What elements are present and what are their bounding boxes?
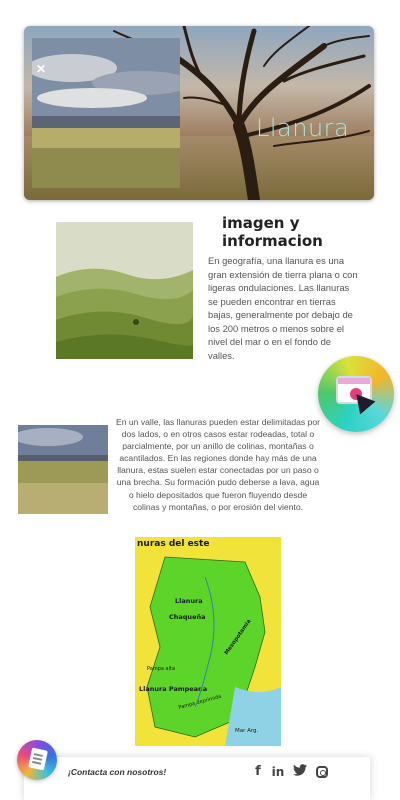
svg-text:Pampa alta: Pampa alta bbox=[147, 666, 176, 672]
info-paragraph: En geografía, una llanura es una gran extensión de tierra plana o con ligeras ondulaciones. Las llanuras se pueden encontrar en tierras bajas, generalmente por debajo de los 200 metros o menos sobre el nivel del mar o en el fondo de valles. bbox=[208, 255, 358, 361]
svg-text:Llanura: Llanura bbox=[175, 597, 203, 605]
info-heading: imagen y informacion bbox=[222, 214, 323, 250]
twitter-icon[interactable] bbox=[292, 764, 308, 780]
instagram-icon[interactable] bbox=[314, 764, 330, 780]
page-title: Llanura bbox=[256, 114, 350, 142]
facebook-icon[interactable]: f bbox=[255, 764, 261, 779]
svg-text:Mar Arg.: Mar Arg. bbox=[235, 728, 259, 734]
map-header: nuras del este bbox=[137, 539, 210, 549]
hero-banner bbox=[24, 26, 374, 200]
plains-map-image bbox=[135, 537, 281, 746]
grassland-image bbox=[18, 425, 108, 514]
contact-link[interactable]: ¡Contacta con nosotros! bbox=[68, 767, 167, 777]
hills-image bbox=[56, 222, 193, 359]
svg-text:Mesopotamia: Mesopotamia bbox=[223, 618, 253, 657]
linkedin-icon[interactable]: in bbox=[271, 765, 285, 779]
notes-button[interactable] bbox=[17, 740, 57, 780]
note-icon bbox=[28, 748, 48, 771]
close-icon[interactable]: ✕ bbox=[36, 62, 47, 76]
valle-paragraph: En un valle, las llanuras pueden estar delimitadas por dos lados, o en otros casos estar rodeadas, total o parcialmente, por un anillo de colinas, montañas o acantilados. En las regiones donde hay más de una llanura, estas suelen estar conectadas por un paso o una brecha. Su formación pudo deberse a lava, agua o hielo depositados que fueron fluyendo desde colinas y montañas, o por erosión del viento. bbox=[116, 417, 320, 512]
svg-text:Chaqueña: Chaqueña bbox=[169, 613, 206, 621]
svg-text:Pampa deprimida: Pampa deprimida bbox=[177, 693, 222, 711]
app-launcher-button[interactable] bbox=[318, 356, 394, 432]
svg-text:Llanura Pampeana: Llanura Pampeana bbox=[139, 685, 208, 693]
plains-inset-image bbox=[32, 38, 180, 188]
footer-bar bbox=[24, 757, 370, 800]
